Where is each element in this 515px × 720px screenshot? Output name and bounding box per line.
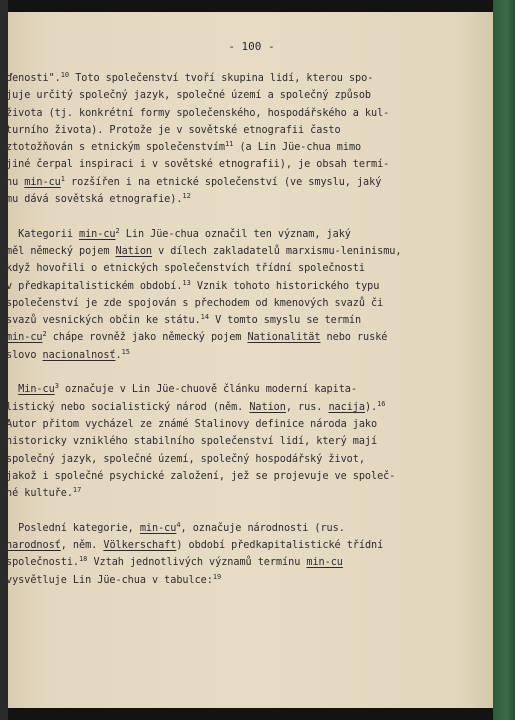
text-line [6, 433, 406, 450]
paragraph-gap [6, 502, 406, 519]
page-number: - 100 - [228, 40, 275, 53]
footnote-marker: 3 [54, 382, 59, 391]
underlined-term: min-cu [6, 332, 43, 344]
footnote-marker: 15 [121, 347, 130, 356]
text-line [6, 295, 406, 312]
underlined-term: Nationalität [247, 332, 321, 344]
text-segment: ) období předkapitalistické třídní [176, 540, 384, 552]
text-line [6, 105, 406, 122]
text-line [6, 278, 406, 295]
text-line [6, 312, 406, 329]
body-text [6, 70, 406, 589]
text-segment: ďenosti". [6, 73, 61, 84]
text-segment: juje určitý společný jazyk, společné území a společný způsob [6, 90, 372, 102]
text-line [6, 347, 406, 364]
text-segment: Lin Jüe-chua označil ten význam, jaký [119, 228, 351, 240]
footnote-marker: 10 [60, 71, 70, 79]
text-line [6, 156, 406, 173]
text-line [6, 572, 406, 589]
text-segment: Vznik tohoto historického typu [190, 280, 380, 292]
text-line [6, 243, 406, 260]
text-segment: označuje v Lin Jüe-chuově článku moderní kapita- [58, 384, 357, 396]
text-segment: měl německý pojem [6, 245, 116, 257]
text-line [6, 381, 406, 398]
text-segment: historicky vzniklého stabilního společenství lidí, který mají [6, 436, 378, 448]
text-segment: . [115, 349, 122, 361]
text-segment: když hovořili o etnických společenstvích třídní společnosti [6, 263, 365, 275]
text-segment: společnosti. [6, 557, 80, 569]
text-segment: Poslední kategorie, [6, 522, 140, 534]
underlined-term: min-cu [306, 557, 343, 569]
footnote-marker: 19 [212, 572, 222, 581]
text-segment: Vztah jednotlivých významů termínu [87, 557, 307, 569]
footnote-marker: 16 [377, 399, 386, 408]
text-line [6, 139, 406, 156]
footnote-marker: 2 [115, 226, 120, 235]
text-line [6, 70, 406, 87]
text-segment: (a Lin Jüe-chua mimo [233, 142, 362, 154]
footnote-marker: 13 [182, 278, 191, 287]
underlined-term: nacionalnosť [42, 349, 116, 361]
text-segment: slovo [6, 349, 43, 361]
text-line [6, 122, 406, 139]
text-segment: svazů vesnických občin ke státu. [6, 315, 201, 327]
footnote-marker: 18 [79, 555, 88, 564]
underlined-term: Nation [115, 245, 153, 257]
underlined-term: min-cu [139, 522, 177, 534]
text-segment: společenství je zde spojován s přechodem od kmenových svazů či [6, 297, 384, 309]
text-line [6, 174, 406, 191]
text-segment: listický nebo socialistický národ (něm. [6, 401, 250, 413]
text-segment: v předkapitalistickém období. [6, 280, 183, 292]
footnote-marker: 4 [176, 520, 181, 529]
underlined-term: nacija [328, 401, 365, 413]
document-page [8, 12, 495, 708]
text-segment: Autor přitom vycházel ze známé Stalinovy definice národa jako [6, 418, 378, 430]
text-line [6, 260, 406, 277]
text-segment: turního života). Protože je v sovětské etnografii často [6, 124, 341, 136]
footnote-marker: 14 [200, 313, 210, 322]
text-segment: ztotožňován s etnickým společenstvím [6, 142, 226, 154]
underlined-term: Völkerschaft [103, 540, 177, 552]
paragraph-gap [6, 364, 406, 381]
underlined-term: narodnosť [6, 540, 61, 552]
footnote-marker: 2 [42, 330, 47, 339]
underlined-term: min-cu [24, 176, 61, 188]
text-segment [6, 384, 18, 395]
text-line [6, 468, 406, 485]
text-segment: života (tj. konkrétní formy společenského, hospodářského a kul- [6, 107, 390, 119]
text-segment: , něm. [60, 540, 104, 552]
text-segment: vysvětluje Lin Jüe-chua v tabulce: [6, 574, 213, 586]
text-segment: V tomto smyslu se termín [209, 315, 362, 327]
text-line [6, 399, 406, 416]
text-segment: mu dává sovětská etnografie). [6, 194, 183, 206]
underlined-term: min-cu [79, 228, 116, 240]
text-segment: společný jazyk, společné území, společný hospodářský život, [6, 453, 365, 465]
underlined-term: Min-cu [18, 384, 55, 396]
text-line [6, 520, 406, 537]
footnote-marker: 12 [182, 192, 191, 201]
footnote-marker: 1 [60, 174, 65, 183]
text-line [6, 329, 406, 346]
paragraph-gap [6, 208, 406, 225]
text-segment: rozšířen i na etnické společenství (ve smyslu, jaký [64, 176, 382, 188]
text-segment: nebo ruské [320, 332, 388, 344]
text-line [6, 485, 406, 502]
text-segment: né kultuře. [6, 488, 73, 500]
text-segment: chápe rovněž jako německý pojem [46, 332, 248, 344]
text-segment: jakož i společné psychické založení, jež se projevuje ve společ- [6, 470, 396, 482]
underlined-term: Nation [249, 401, 286, 413]
text-line [6, 416, 406, 433]
footnote-marker: 11 [225, 140, 234, 149]
text-line [6, 87, 406, 104]
text-segment: Toto společenství tvoří skupina lidí, kterou spo- [69, 73, 374, 84]
text-segment: , označuje národnosti (rus. [180, 522, 345, 534]
text-line [6, 191, 406, 208]
text-segment: Kategorii [6, 228, 80, 240]
text-segment: ). [364, 401, 378, 413]
footnote-marker: 17 [72, 486, 82, 495]
text-segment: nu [6, 176, 25, 188]
text-line [6, 537, 406, 554]
text-line [6, 554, 406, 571]
text-segment: v dílech zakladatelů marxismu-leninismu, [152, 245, 402, 257]
text-line [6, 226, 406, 243]
text-segment: , rus. [285, 401, 329, 413]
book-cover-edge [493, 0, 515, 720]
text-segment: jiné čerpal inspiraci i v sovětské etnografii), je obsah termí- [6, 159, 390, 171]
text-line [6, 451, 406, 468]
